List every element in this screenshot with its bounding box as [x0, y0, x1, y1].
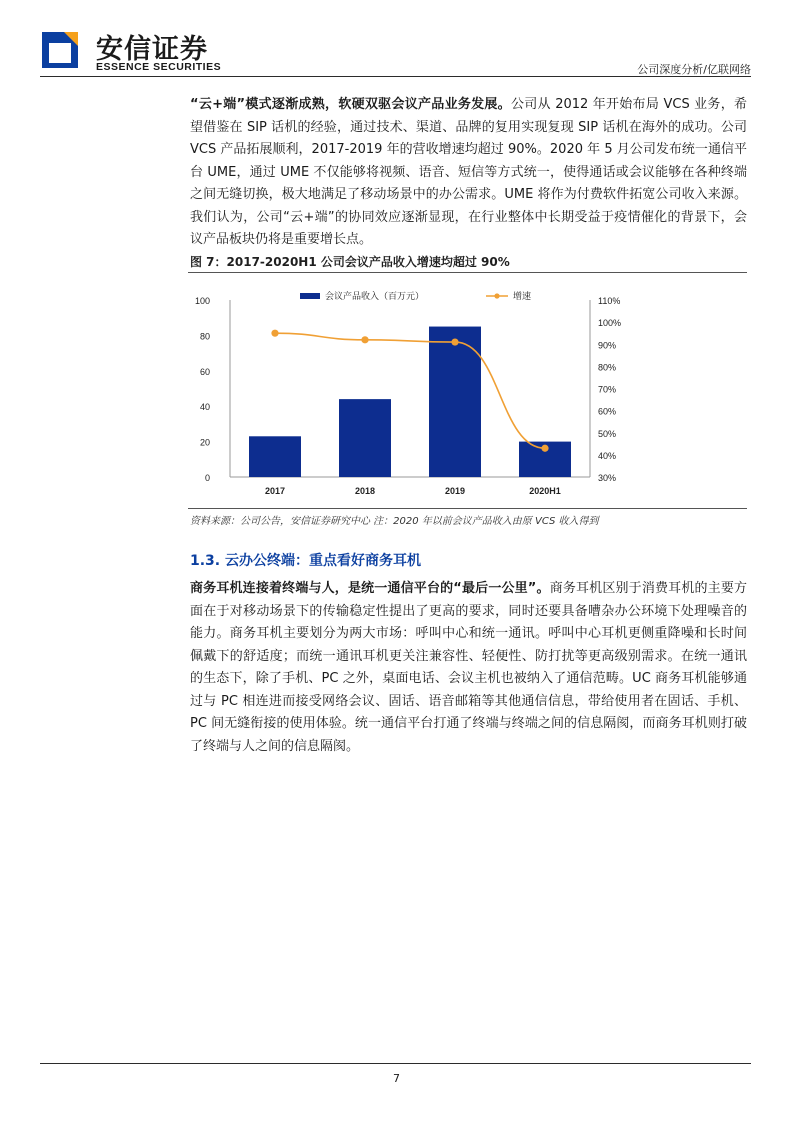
x-tick-label: 2018	[354, 486, 376, 496]
y-right-tick-label: 100%	[598, 318, 622, 329]
paragraph-vcs-business	[190, 94, 747, 252]
y-left-tick-label: 0	[204, 473, 210, 483]
legend-line-marker	[494, 293, 499, 298]
y-right-tick-label: 90%	[598, 340, 617, 351]
figure-source-note: 资料来源：公司公告，安信证券研究中心 注：2020 年以前会议产品收入由原 VCS 收入得到	[190, 516, 599, 527]
y-left-tick-label: 100	[194, 296, 210, 306]
growth-point-2018	[361, 336, 368, 343]
bar-2018	[339, 399, 391, 477]
growth-line	[275, 333, 545, 448]
y-left-tick-label: 40	[199, 402, 210, 413]
paragraph-lead: “云+端”模式逐渐成熟，软硬双驱会议产品业务发展。	[190, 97, 511, 112]
legend-line-label: 增速	[513, 292, 532, 302]
legend-bar-label: 会议产品收入（百万元）	[325, 292, 425, 302]
x-tick-label: 2017	[264, 486, 286, 496]
y-left-tick-label: 60	[199, 366, 210, 377]
paragraph-lead: 商务耳机连接着终端与人，是统一通信平台的“最后一公里”。	[190, 581, 550, 596]
brand-name-en: ESSENCE SECURITIES	[96, 61, 222, 73]
legend-bar-swatch	[300, 293, 320, 299]
y-right-tick-label: 30%	[598, 473, 617, 483]
y-right-tick-label: 50%	[598, 428, 617, 439]
footer-divider	[40, 1063, 751, 1064]
brand-name-cn: 安信证券	[96, 34, 208, 65]
growth-point-2017	[271, 330, 278, 337]
x-tick-label: 2020H1	[529, 486, 561, 496]
paragraph-body: 商务耳机区别于消费耳机的主要方面在于对移动场景下的传输稳定性提出了更高的要求，同时还要具备嘈杂办公环境下处理噪音的能力。商务耳机主要划分为两大市场：呼叫中心和统一通讯。呼叫中心耳机更侧重降噪和长时间佩戴下的舒适度；而统一通讯耳机更关注兼容性、轻便性、防打扰等更高级别需求。在统一通讯的生态下，除了手机、PC 之外，桌面电话、会议主机也被纳入了通信范畴。UC 商务耳机能够通过与 PC 相连进而接受网络会议、固话、语音邮箱等其他通信信息，带给使用者在固话、手机、PC 间无缝衔接的使用体验。统一通信平台打通了终端与终端之间的信息隔阂，而商务耳机则打破了终端与人之间的信息隔阂。	[190, 581, 747, 754]
x-tick-label: 2019	[444, 486, 466, 496]
revenue-growth-chart	[188, 282, 638, 504]
essence-logo-icon	[40, 30, 80, 70]
report-label: 公司深度分析/亿联网络	[637, 63, 751, 76]
y-right-tick-label: 110%	[598, 296, 621, 306]
paragraph-body: 公司从 2012 年开始布局 VCS 业务，希望借鉴在 SIP 话机的经验，通过技术、渠道、品牌的复用实现复现 SIP 话机在海外的成功。公司 VCS 产品拓展顺利，2017-2019 年的营收增速均超过 90%。2020 年 5 月公司发布统一通信平台 UME，通过 UME 不仅能够将视频、语音、短信等方式统一，使得通话或会议能够在各种终端之间无缝切换，极大地满足了移动场景中的办公需求。UME 将作为付费软件拓宽公司收入来源。我们认为，公司“云+端”的协同效应逐渐显现，在行业整体中长期受益于疫情催化的背景下，会议产品板块仍将是重要增长点。	[190, 97, 747, 247]
paragraph-business-headset	[190, 578, 747, 758]
y-left-tick-label: 20	[199, 437, 210, 448]
y-right-tick-label: 60%	[598, 406, 617, 417]
growth-point-2020H1	[541, 445, 548, 452]
y-left-tick-label: 80	[199, 331, 210, 342]
y-right-tick-label: 80%	[598, 362, 617, 373]
section-heading: 1.3. 云办公终端：重点看好商务耳机	[190, 553, 421, 569]
y-right-tick-label: 70%	[598, 384, 617, 395]
y-right-tick-label: 40%	[598, 450, 617, 461]
growth-point-2019	[451, 338, 458, 345]
figure-bottom-rule	[188, 508, 747, 509]
bar-2017	[249, 436, 301, 477]
page-number: 7	[393, 1072, 400, 1085]
figure-title: 图 7：2017-2020H1 公司会议产品收入增速均超过 90%	[190, 255, 510, 269]
figure-top-rule	[188, 272, 747, 273]
header-divider	[40, 76, 751, 77]
